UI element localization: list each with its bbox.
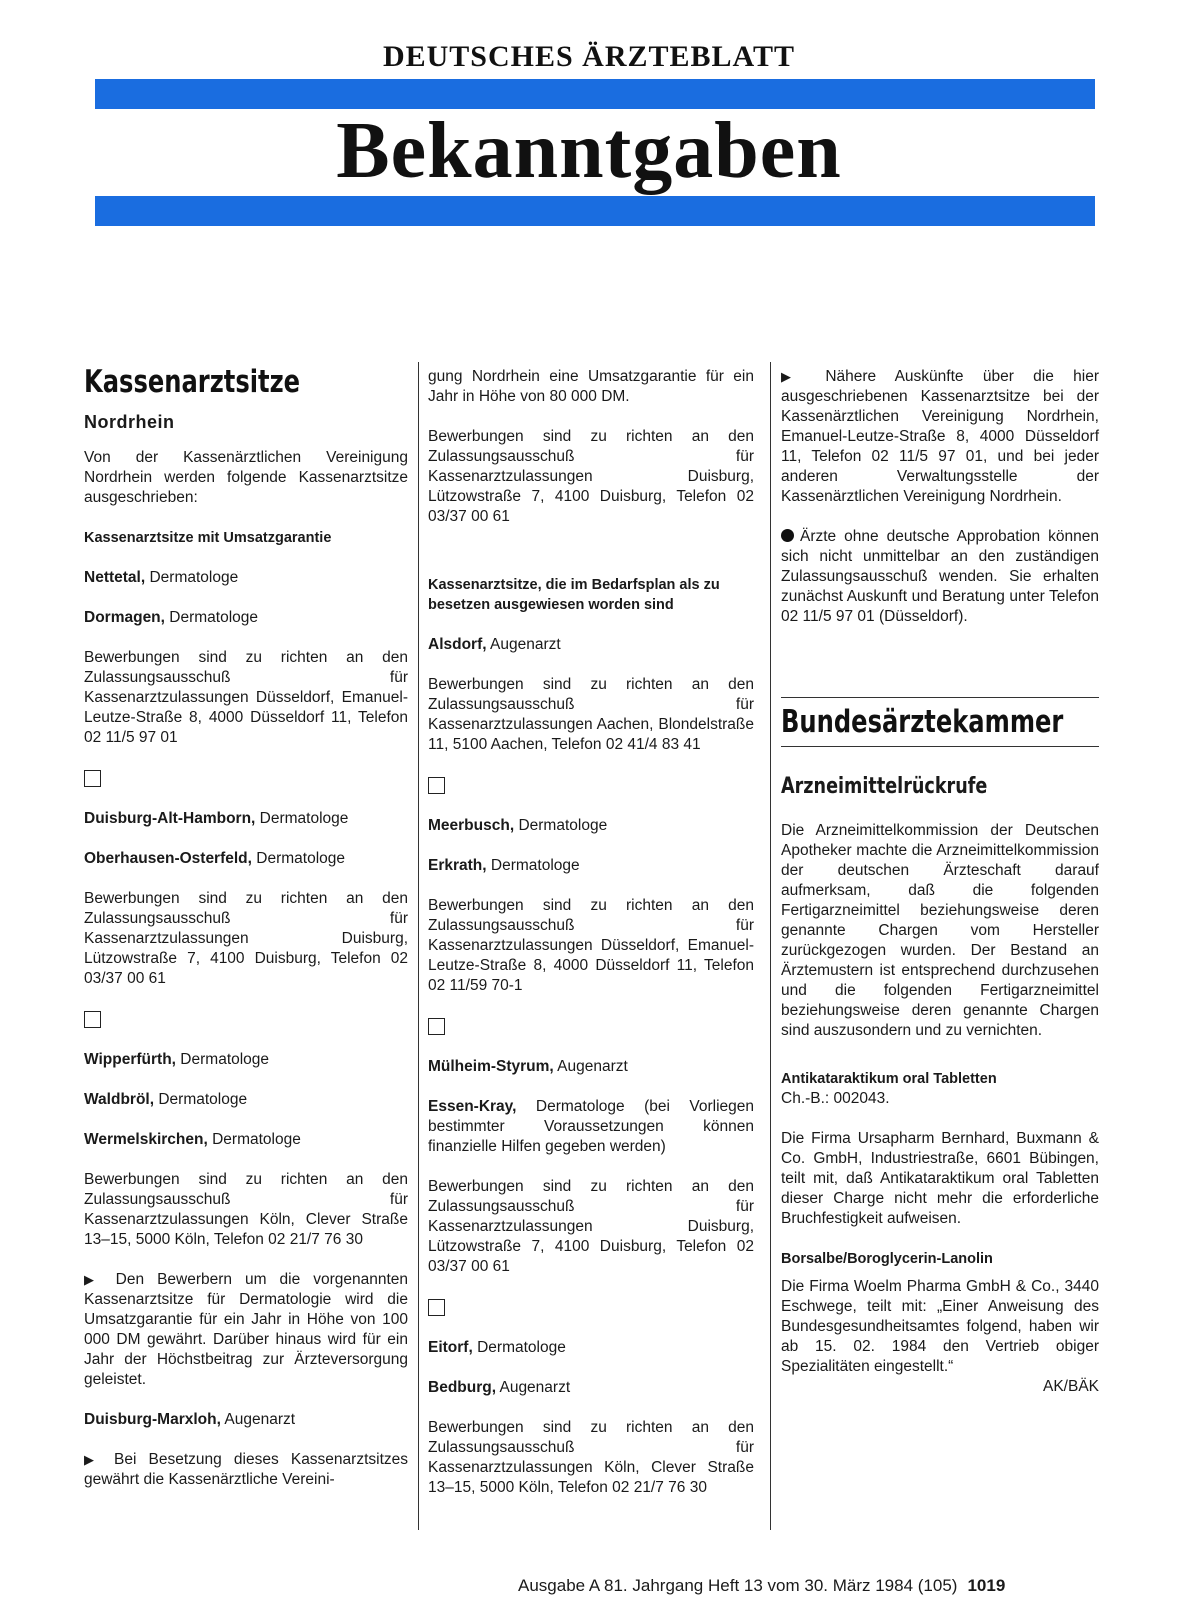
listing-place: Essen-Kray, [428,1098,517,1115]
subsection-title: Arzneimittelrückrufe [781,774,988,799]
listing-specialty: Augenarzt [553,1058,628,1075]
listing-specialty: Dermatologe [514,817,608,834]
page-title: Bekanntgaben [336,107,842,195]
listing-specialty: Dermatologe [486,857,580,874]
listing-specialty: Dermatologe [472,1339,566,1356]
drug-name: Antikataraktikum oral Tabletten [781,1071,997,1087]
listing-specialty: Dermatologe [207,1131,301,1148]
application-address: Bewerbungen sind zu richten an den Zulassungsausschuß für Kassenarztzulassungen Duisburg, Lützowstraße 7, 4100 Duisburg, Telefon 02 03/37 00 61 [428,428,754,525]
listing-place: Wipperfürth, [84,1051,176,1068]
application-address: Bewerbungen sind zu richten an den Zulassungsausschuß für Kassenarztzulassungen Köln, Clever Straße 13–15, 5000 Köln, Telefon 02 21/7 76 30 [428,1419,754,1496]
page-footer [518,1576,1098,1596]
listing-entry [428,856,754,876]
listing-entry [428,1338,754,1358]
listing-entry [84,1090,408,1110]
drug-notice: Die Firma Ursapharm Bernhard, Buxmann & Co. GmbH, Industriestraße, 6601 Bübingen, teilt mit, daß Antikataraktikum oral Tabletten dieser Charge nicht mehr die erforderliche Bruchfestigkeit aufweisen. [781,1130,1099,1227]
separator-box-icon [84,1011,101,1028]
note-paragraph: Ärzte ohne deutsche Approbation können sich nicht unmittelbar an den zuständigen Zulassungsausschuß wenden. Sie erhalten zunächst Auskunft und Beratung unter Telefon 02 11/5 97 01 (Düsseldorf). [781,528,1099,625]
intro-text: Von der Kassenärztlichen Vereinigung Nordrhein werden folgende Kassenarztsitze ausgeschrieben: [84,449,408,506]
group-heading: Kassenarztsitze mit Umsatzgarantie [84,530,332,546]
drug-batch: Ch.-B.: 002043. [781,1090,890,1107]
listing-entry [84,1410,408,1430]
issue-info: Ausgabe A 81. Jahrgang Heft 13 vom 30. März 1984 (105) [518,1576,958,1595]
listing-entry [84,1130,408,1150]
listing-place: Dormagen, [84,609,165,626]
note-paragraph: ▶ Nähere Auskünfte über die hier ausgeschriebenen Kassenarztsitze bei der Kassenärztlichen Vereinigung Nordrhein, Emanuel-Leutze-Straße 8, 4000 Düsseldorf 11, Telefon 02 11/5 97 01, und bei jeder anderen Verwaltungsstelle der Kassenärztlichen Vereinigung Nordrhein. [781,368,1099,505]
separator-box-icon [428,1018,445,1035]
listing-specialty: Augenarzt [220,1411,296,1428]
column-3 [781,367,1099,1417]
listing-place: Bedburg, [428,1379,497,1396]
column-1 [84,362,408,1510]
listing-place: Duisburg-Alt-Hamborn, [84,810,256,827]
listing-entry [84,608,408,628]
note-paragraph: ▶ Bei Besetzung dieses Kassenarztsitzes gewährt die Kassenärztliche Vereini- [84,1451,409,1488]
triangle-marker-icon: ▶ [84,1272,103,1287]
listing-entry [428,816,754,836]
separator-box-icon [84,770,101,787]
note-paragraph: ▶ Den Bewerbern um die vorgenannten Kassenarztsitze für Dermatologie wird die Umsatzgarantie für ein Jahr in Höhe von 100 000 DM gewährt. Darüber hinaus wird für ein Jahr der Höchstbeitrag zur Ärzteversorgung geleistet. [84,1271,409,1388]
header-bar-bottom [95,196,1095,226]
section-title-bundesaerztekammer: Bundesärztekammer [781,704,1064,740]
drug-name: Borsalbe/Boroglycerin-Lanolin [781,1251,993,1267]
listing-place: Alsdorf, [428,636,487,653]
section-rule [781,697,1099,698]
header-bar-top [95,79,1095,109]
page-number: 1019 [967,1576,1006,1595]
application-address: Bewerbungen sind zu richten an den Zulassungsausschuß für Kassenarztzulassungen Aachen, Blondelstraße 11, 5100 Aachen, Telefon 02 41/4 83 41 [428,676,754,753]
group-heading: Kassenarztsitze, die im Bedarfsplan als zu besetzen ausgewiesen worden sind [428,577,720,613]
application-address: Bewerbungen sind zu richten an den Zulassungsausschuß für Kassenarztzulassungen Düsseldorf, Emanuel-Leutze-Straße 8, 4000 Düsseldorf 11, Telefon 02 11/5 97 01 [84,649,408,746]
listing-place: Duisburg-Marxloh, [84,1411,221,1428]
listing-place: Waldbröl, [84,1091,155,1108]
column-divider [418,362,419,1530]
application-address: Bewerbungen sind zu richten an den Zulassungsausschuß für Kassenarztzulassungen Köln, Clever Straße 13–15, 5000 Köln, Telefon 02 21/7 76 30 [84,1171,408,1248]
listing-place: Eitorf, [428,1339,473,1356]
listing-specialty: Dermatologe [154,1091,248,1108]
application-address: Bewerbungen sind zu richten an den Zulassungsausschuß für Kassenarztzulassungen Düsseldorf, Emanuel-Leutze-Straße 8, 4000 Düsseldorf 11, Telefon 02 11/59 70-1 [428,897,754,994]
separator-box-icon [428,777,445,794]
listing-entry [428,1057,754,1077]
note-continuation: gung Nordrhein eine Umsatzgarantie für ein Jahr in Höhe von 80 000 DM. [428,368,754,405]
listing-specialty: Dermatologe [164,609,259,626]
listing-specialty: Augenarzt [496,1379,571,1396]
region-heading: Nordrhein [84,412,175,432]
application-address: Bewerbungen sind zu richten an den Zulassungsausschuß für Kassenarztzulassungen Duisburg, Lützowstraße 7, 4100 Duisburg, Telefon 02 03/37 00 61 [84,890,408,987]
separator-box-icon [428,1299,445,1316]
listing-entry [84,849,408,869]
listing-specialty: Dermatologe [145,569,239,586]
listing-entry [84,1050,408,1070]
masthead: DEUTSCHES ÄRZTEBLATT [382,40,796,73]
listing-place: Mülheim-Styrum, [428,1058,554,1075]
listing-entry [428,1097,754,1157]
listing-place: Wermelskirchen, [84,1131,208,1148]
application-address: Bewerbungen sind zu richten an den Zulassungsausschuß für Kassenarztzulassungen Duisburg, Lützowstraße 7, 4100 Duisburg, Telefon 02 03/37 00 61 [428,1178,754,1275]
listing-entry [428,1378,754,1398]
listing-specialty: Augenarzt [486,636,561,653]
recall-intro: Die Arzneimittelkommission der Deutschen Apotheker machte die Arzneimittelkommission der deutschen Ärzteschaft darauf aufmerksam, daß die folgenden Fertigarzneimittel beziehungsweise deren genannte Chargen vom Hersteller zurückgezogen wurden. Der Bestand an Ärztemustern ist entsprechend durchzusehen und die folgenden Fertigarzneimittel beziehungsweise deren genannte Chargen sind auszusondern und zu vernichten. [781,822,1099,1039]
triangle-marker-icon: ▶ [84,1452,102,1467]
listing-specialty: Dermatologe (bei Vorliegen bestimmter Voraussetzungen können finanzielle Hilfen gegeben werden) [428,1098,754,1155]
bullet-dot-icon [781,529,794,542]
listing-entry [84,809,408,829]
listing-place: Nettetal, [84,569,146,586]
listing-entry [428,635,754,655]
listing-specialty: Dermatologe [251,850,346,867]
listing-place: Oberhausen-Osterfeld, [84,850,252,867]
listing-specialty: Dermatologe [255,810,349,827]
signature: AK/BÄK [1043,1378,1099,1395]
listing-entry [84,568,408,588]
listing-specialty: Dermatologe [176,1051,270,1068]
column-divider [770,362,771,1530]
listing-place: Meerbusch, [428,817,515,834]
triangle-marker-icon: ▶ [781,369,806,384]
drug-notice: Die Firma Woelm Pharma GmbH & Co., 3440 Eschwege, teilt mit: „Einer Anweisung des Bundesgesundheitsamtes folgend, haben wir ab 15. 02. 1984 den Vertrieb obiger Spezialitäten eingestellt.“ [781,1278,1099,1375]
section-title-kassenarztsitze: Kassenarztsitze [84,364,301,400]
section-rule [781,746,1099,747]
column-2 [428,367,754,1518]
listing-place: Erkrath, [428,857,487,874]
